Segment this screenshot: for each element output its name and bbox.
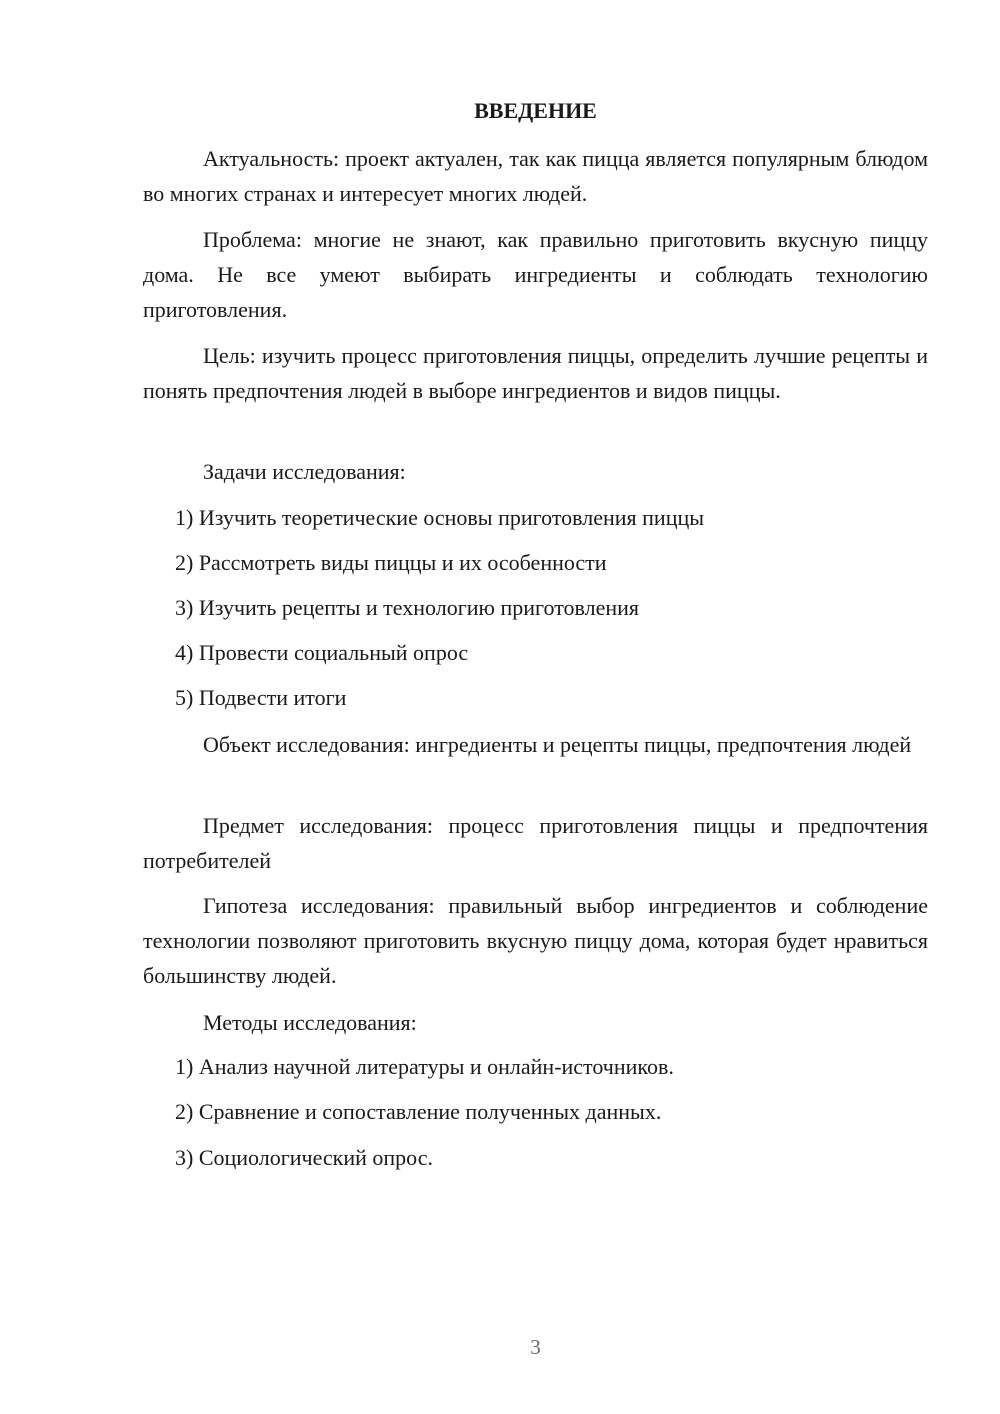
method-item: 1) Анализ научной литературы и онлайн-источников. — [175, 1054, 674, 1079]
task-item: 3) Изучить рецепты и технологию приготовления — [175, 595, 640, 620]
methods-heading: Методы исследования: — [203, 1010, 417, 1035]
section-heading: ВВЕДЕНИЕ — [474, 98, 597, 123]
task-item: 4) Провести социальный опрос — [175, 640, 469, 665]
task-item: 5) Подвести итоги — [175, 685, 347, 710]
page-number: 3 — [530, 1335, 541, 1359]
method-item: 2) Сравнение и сопоставление полученных данных. — [175, 1099, 662, 1124]
document-page — [143, 0, 928, 1414]
paragraph-hypothesis: Гипотеза исследования: правильный выбор ингредиентов и соблюдение технологии позволяют приготовить вкусную пиццу дома, которая будет нравиться большинству людей. — [143, 893, 928, 988]
paragraph-object: Объект исследования: ингредиенты и рецепты пиццы, предпочтения людей — [203, 732, 912, 757]
task-item: 1) Изучить теоретические основы приготовления пиццы — [175, 505, 705, 530]
task-item: 2) Рассмотреть виды пиццы и их особенности — [175, 550, 607, 575]
tasks-heading: Задачи исследования: — [203, 459, 406, 484]
paragraph-subject: Предмет исследования: процесс приготовления пиццы и предпочтения потребителей — [143, 813, 928, 873]
method-item: 3) Социологический опрос. — [175, 1145, 433, 1170]
paragraph-relevance: Актуальность: проект актуален, так как пицца является популярным блюдом во многих странах и интересует многих людей. — [143, 146, 928, 206]
paragraph-problem: Проблема: многие не знают, как правильно приготовить вкусную пиццу дома. Не все умеют выбирать ингредиенты и соблюдать технологию приготовления. — [143, 227, 928, 322]
paragraph-goal: Цель: изучить процесс приготовления пиццы, определить лучшие рецепты и понять предпочтения людей в выборе ингредиентов и видов пиццы. — [143, 343, 928, 403]
